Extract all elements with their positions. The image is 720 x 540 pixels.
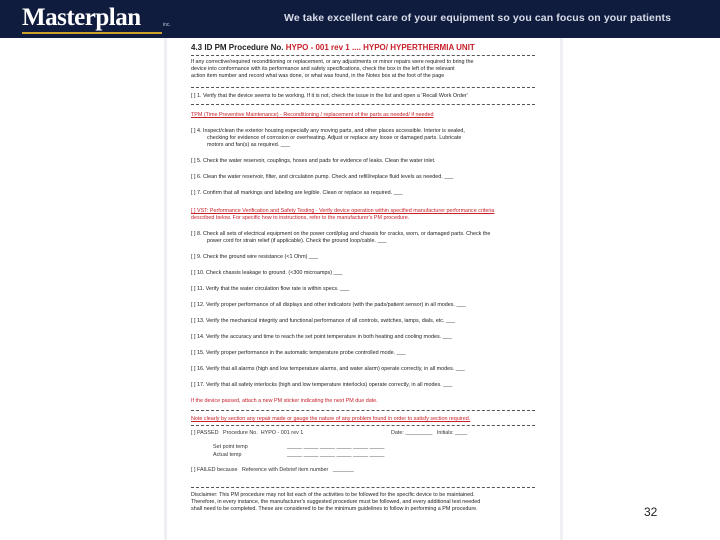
logo-underline xyxy=(22,32,162,34)
pm-procedure-document xyxy=(191,41,535,524)
divider xyxy=(191,425,535,426)
passed-signoff: [ ] PASSED Procedure No. HYPO - 001 rev 1 Date: _________ Initials: ____ xyxy=(191,430,468,436)
company-logo: Masterplan xyxy=(22,4,141,31)
checklist-item: [ ] 15. Verify proper performance in the automatic temperature probe controlled mode. ___ xyxy=(191,350,406,356)
failed-signoff: [ ] FAILED because Reference with Debrief item number _______ xyxy=(191,467,354,473)
checklist-item-continued: power cord for strain relief (if applicable). Check the ground loop/cable. ___ xyxy=(207,238,387,244)
checklist-item: [ ] 6. Clean the water reservoir, filter, and circulation pump. Check and refill/replace fluid levels as needed. ___ xyxy=(191,174,454,180)
disclaimer-line: shall need to be completed. These are considered to be the minimum guidelines to follow in performing a PM procedure. xyxy=(191,506,478,512)
title-unit: HYPO/ HYPERTHERMIA UNIT xyxy=(363,43,475,52)
setpoint-row: Set point temp _____ _____ _____ _____ _____ _____ xyxy=(213,444,385,450)
intro-line: action item number and record what was done, or what was found, in the Notes box at the foot of the page xyxy=(191,73,445,79)
disclaimer-line: Therefore, in every instance, the manufacturer's suggested procedure must be followed, and every additional test needed xyxy=(191,499,481,505)
notes-instruction: Note clearly by section any repair made or gauge the nature of any problem found in order to satisfy section required. xyxy=(191,416,471,422)
step-1: [ ] 1. Verify that the device seems to be working. If it is not, check the issue in the list and open a 'Recall Work Order' xyxy=(191,93,468,99)
title-code: HYPO - 001 rev 1 .... xyxy=(285,43,361,52)
header-banner xyxy=(0,0,720,38)
checklist-item: [ ] 14. Verify the accuracy and time to reach the set point temperature in both heating and cooling modes. ___ xyxy=(191,334,452,340)
checklist-item-continued: checking for evidence of corrosion or overheating. Adjust or replace any loose or damaged parts. Lubricate xyxy=(207,135,462,141)
checklist-item: [ ] 17. Verify that all safety interlocks (high and low temperature interlocks) operate correctly, in all modes. ___ xyxy=(191,382,453,388)
checklist-item: [ ] 12. Verify proper performance of all displays and other indicators (with the pads/patient sensor) in all modes. ___ xyxy=(191,302,466,308)
intro-line: device into conformance with its performance and safety specifications, check the box in the left of the relevant xyxy=(191,66,455,72)
tpm-heading: TPM (Time Preventive Maintenance) - Reconditioning / replacement of the parts as needed/ if needed xyxy=(191,112,434,118)
divider xyxy=(191,487,535,488)
actual-temp-row: Actual temp _____ _____ _____ _____ _____ _____ xyxy=(213,452,385,458)
doc-shadow-right xyxy=(560,38,563,540)
checklist-item: [ ] 16. Verify that all alarms (high and low temperature alarms, and water alarm) operate correctly, in all modes. ___ xyxy=(191,366,465,372)
checklist-item: [ ] 5. Check the water reservoir, couplings, hoses and pads for evidence of leaks. Clean the water inlet. xyxy=(191,158,436,164)
divider xyxy=(191,410,535,411)
checklist-item: [ ] 9. Check the ground wire resistance (<1 Ohm) ___ xyxy=(191,254,318,260)
disclaimer-line: Disclaimer: This PM procedure may not list each of the activities to be followed for the specific device to be maintained. xyxy=(191,492,475,498)
checklist-item: [ ] 4. Inspect/clean the exterior housing especially any moving parts, and other places accessible. Interior is sealed, xyxy=(191,128,465,134)
title-prefix: 4.3 ID PM Procedure No. xyxy=(191,43,284,52)
page-number: 32 xyxy=(644,505,658,519)
document-title xyxy=(191,43,535,53)
checklist-item: [ ] 7. Confirm that all markings and labeling are legible. Clean or replace as required. ___ xyxy=(191,190,403,196)
intro-line: If any corrective/required reconditioning or replacement, or any adjustments or minor repairs were required to bring the xyxy=(191,59,474,65)
passed-instruction: If the device passed, attach a new PM sticker indicating the next PM due date. xyxy=(191,398,378,404)
vst-heading: [ ] VST: Performance Verification and Safety Testing - Verify device operation within specified manufacturer performance criteria xyxy=(191,208,495,214)
checklist-item-continued: motors and fan(s) as required. ___ xyxy=(207,142,290,148)
checklist-item: [ ] 8. Check all sets of electrical equipment on the power cord/plug and chassis for cracks, worn, or damaged parts. Check the xyxy=(191,231,491,237)
logo-suffix: inc. xyxy=(163,22,171,28)
checklist-item: [ ] 10. Check chassis leakage to ground. (<300 microamps) ___ xyxy=(191,270,343,276)
divider xyxy=(191,87,535,88)
divider xyxy=(191,55,535,56)
vst-heading-continued: described below. For specific how to instructions, refer to the manufacturer's PM procedure. xyxy=(191,215,410,221)
doc-shadow-left xyxy=(164,38,167,540)
checklist-item: [ ] 13. Verify the mechanical integrity and functional performance of all controls, switches, lamps, dials, etc. ___ xyxy=(191,318,455,324)
divider xyxy=(191,104,535,105)
checklist-item: [ ] 11. Verify that the water circulation flow rate is within specs. ___ xyxy=(191,286,350,292)
tagline: We take excellent care of your equipment so you can focus on your patients xyxy=(284,12,672,24)
